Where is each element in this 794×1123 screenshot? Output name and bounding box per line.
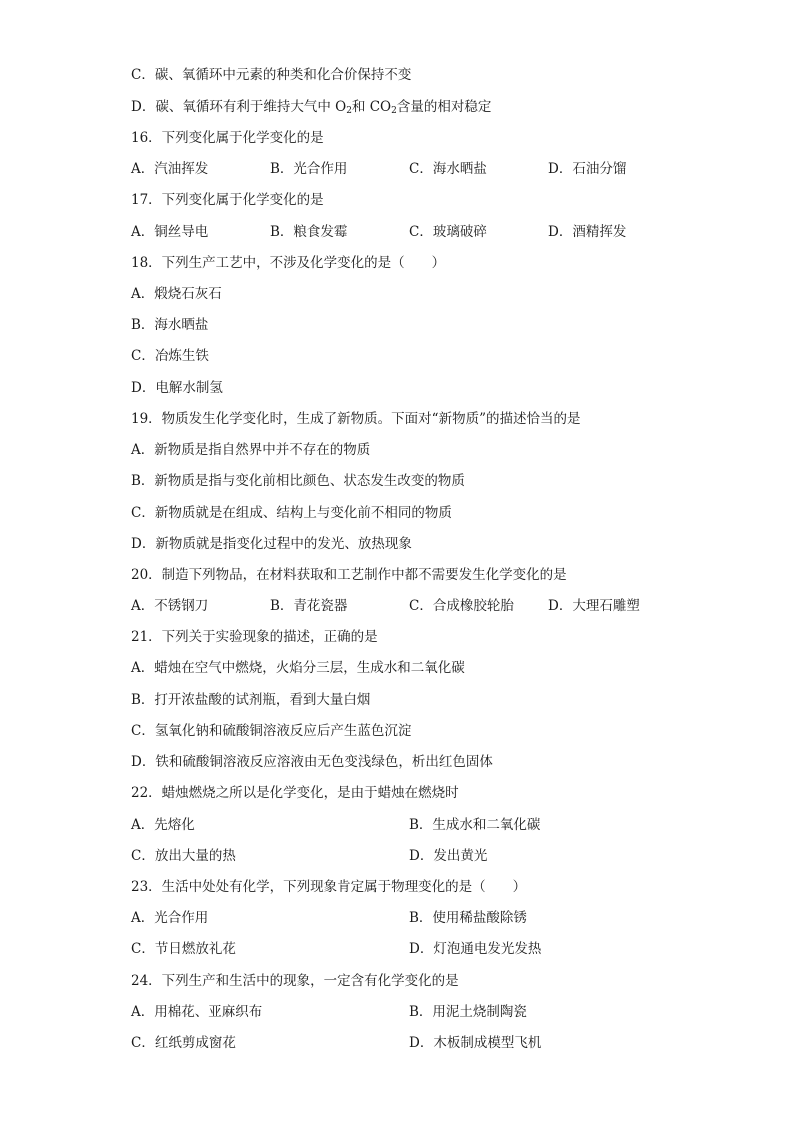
question-23: 23．生活中处处有化学，下列现象肯定属于物理变化的是（ ）: [131, 879, 527, 895]
q24-option-a: A．用棉花、亚麻织布: [131, 1004, 263, 1020]
question-20: 20．制造下列物品，在材料获取和工艺制作中都不需要发生化学变化的是: [131, 567, 567, 583]
q19-option-c: C．新物质就是在组成、结构上与变化前不相同的物质: [131, 505, 452, 521]
q19-option-b: B．新物质是指与变化前相比颜色、状态发生改变的物质: [131, 473, 465, 489]
q19-option-d: D．新物质就是指变化过程中的发光、放热现象: [131, 536, 412, 552]
question-21: 21．下列关于实验现象的描述，正确的是: [131, 629, 378, 645]
q23-option-c: C．节日燃放礼花: [131, 941, 236, 957]
option-d-q15-text-3: 含量的相对稳定: [396, 99, 492, 115]
q18-option-d: D．电解水制氢: [131, 380, 223, 396]
q22-option-b: B．生成水和二氧化碳: [409, 817, 541, 833]
q20-option-a: A．不锈钢刀: [131, 598, 209, 614]
q21-option-a: A．蜡烛在空气中燃烧，火焰分三层，生成水和二氧化碳: [131, 660, 465, 676]
q18-option-b: B．海水晒盐: [131, 317, 209, 333]
q17-option-b: B．粮食发霉: [270, 224, 348, 240]
q21-option-d: D．铁和硫酸铜溶液反应溶液由无色变浅绿色，析出红色固体: [131, 754, 493, 770]
q20-option-b: B．青花瓷器: [270, 598, 348, 614]
question-18: 18．下列生产工艺中，不涉及化学变化的是（ ）: [131, 255, 446, 271]
q16-option-a: A．汽油挥发: [131, 161, 209, 177]
subscript-2: 2: [346, 106, 352, 116]
q23-option-d: D．灯泡通电发光发热: [409, 941, 542, 957]
q22-option-c: C．放出大量的热: [131, 848, 236, 864]
q21-option-c: C．氢氧化钠和硫酸铜溶液反应后产生蓝色沉淀: [131, 723, 412, 739]
q23-option-b: B．使用稀盐酸除锈: [409, 910, 527, 926]
q24-option-d: D．木板制成模型飞机: [409, 1035, 542, 1051]
subscript-2: 2: [391, 106, 397, 116]
q24-option-c: C．红纸剪成窗花: [131, 1035, 236, 1051]
q16-option-b: B．光合作用: [270, 161, 348, 177]
q16-option-c: C．海水晒盐: [409, 161, 487, 177]
q16-option-d: D．石油分馏: [548, 161, 627, 177]
question-17: 17．下列变化属于化学变化的是: [131, 192, 324, 208]
option-d-q15-text-1: D．碳、氧循环有利于维持大气中 O: [131, 99, 347, 115]
q20-option-c: C．合成橡胶轮胎: [409, 598, 514, 614]
q17-option-c: C．玻璃破碎: [409, 224, 487, 240]
q20-option-d: D．大理石雕塑: [548, 598, 640, 614]
q18-option-c: C．冶炼生铁: [131, 348, 209, 364]
q19-option-a: A．新物质是指自然界中并不存在的物质: [131, 442, 371, 458]
q17-option-a: A．铜丝导电: [131, 224, 209, 240]
q23-option-a: A．光合作用: [131, 910, 209, 926]
option-d-q15: [131, 96, 491, 118]
question-24: 24．下列生产和生活中的现象，一定含有化学变化的是: [131, 973, 459, 989]
question-22: 22．蜡烛燃烧之所以是化学变化，是由于蜡烛在燃烧时: [131, 785, 459, 801]
q21-option-b: B．打开浓盐酸的试剂瓶，看到大量白烟: [131, 692, 371, 708]
q18-option-a: A．煅烧石灰石: [131, 286, 222, 302]
question-16: 16．下列变化属于化学变化的是: [131, 130, 324, 146]
question-19: 19．物质发生化学变化时，生成了新物质。下面对“新物质”的描述恰当的是: [131, 411, 581, 427]
option-c-q15: C．碳、氧循环中元素的种类和化合价保持不变: [131, 67, 412, 83]
option-d-q15-text-2: 和 CO: [351, 99, 392, 115]
q22-option-a: A．先熔化: [131, 817, 195, 833]
q24-option-b: B．用泥土烧制陶瓷: [409, 1004, 527, 1020]
q22-option-d: D．发出黄光: [409, 848, 488, 864]
q17-option-d: D．酒精挥发: [548, 224, 627, 240]
